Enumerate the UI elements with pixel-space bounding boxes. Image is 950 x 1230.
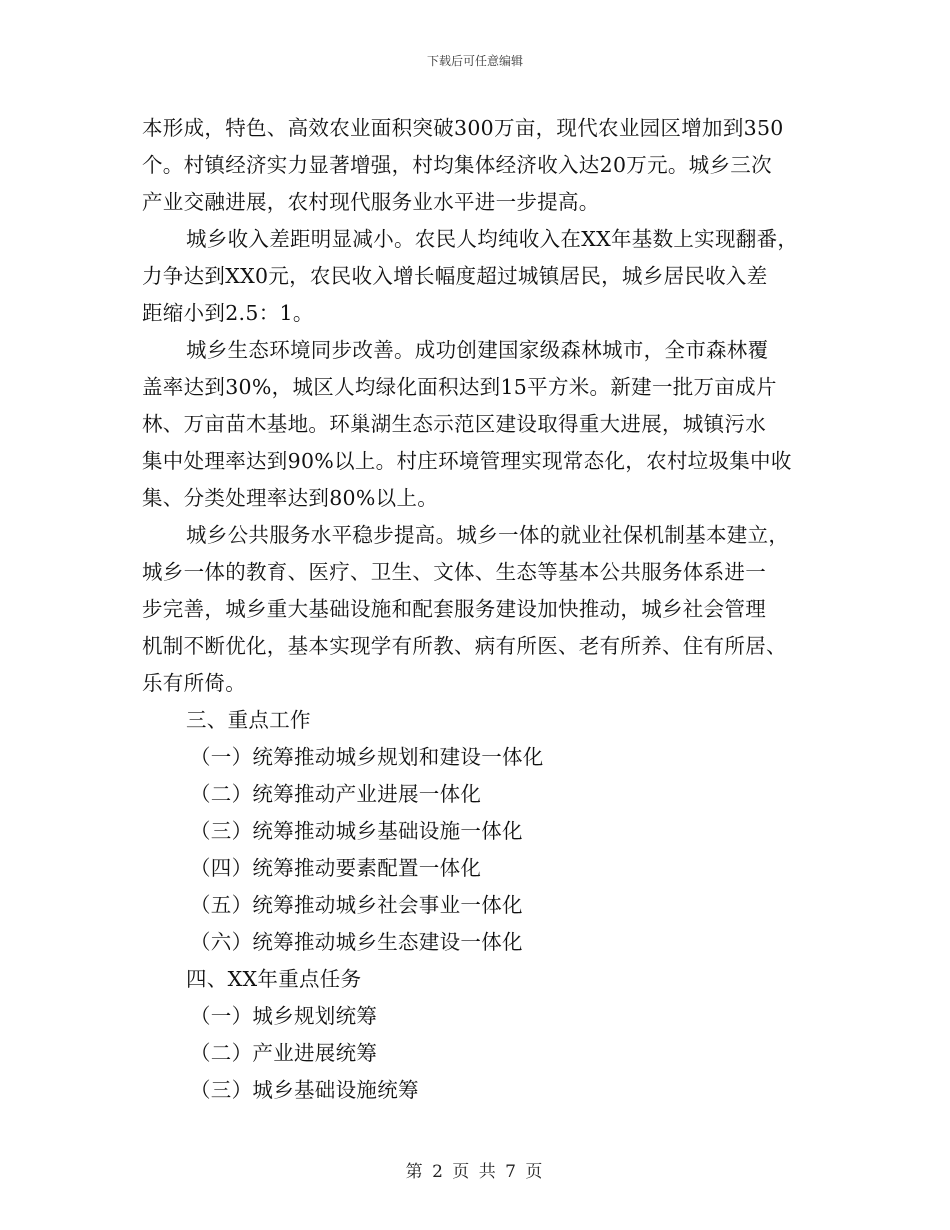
- list-item: （六）统筹推动城乡生态建设一体化: [190, 930, 523, 954]
- text-line: 城乡一体的教育、医疗、卫生、文体、生态等基本公共服务体系进一: [142, 560, 766, 584]
- document-body: [142, 110, 814, 1109]
- text-line: 产业交融进展，农村现代服务业水平进一步提高。: [142, 190, 600, 214]
- text-line: 城乡生态环境同步改善。成功创建国家级森林城市，全市森林覆: [186, 338, 769, 362]
- text-line: 盖率达到30%，城区人均绿化面积达到15平方米。新建一批万亩成片: [142, 375, 777, 399]
- text-line: 乐有所倚。: [142, 671, 246, 695]
- section-heading: 三、重点工作: [186, 708, 311, 732]
- list-item: （三）统筹推动城乡基础设施一体化: [190, 819, 523, 843]
- list-item: （三）城乡基础设施统筹: [190, 1078, 419, 1102]
- paragraph-agriculture: [142, 110, 814, 221]
- list-item: （二）统筹推动产业进展一体化: [190, 782, 482, 806]
- text-line: 林、万亩苗木基地。环巢湖生态示范区建设取得重大进展，城镇污水: [142, 412, 766, 436]
- text-line: 本形成，特色、高效农业面积突破300万亩，现代农业园区增加到350: [142, 116, 784, 140]
- text-line: 城乡收入差距明显减小。农民人均纯收入在XX年基数上实现翻番，: [186, 227, 799, 251]
- text-line: 个。村镇经济实力显著增强，村均集体经济收入达20万元。城乡三次: [142, 153, 772, 177]
- list-item: （一）城乡规划统筹: [190, 1004, 378, 1028]
- text-line: 城乡公共服务水平稳步提高。城乡一体的就业社保机制基本建立，: [186, 523, 790, 547]
- paragraph-public-service: [142, 517, 814, 702]
- text-line: 步完善，城乡重大基础设施和配套服务建设加快推动，城乡社会管理: [142, 597, 766, 621]
- section-key-work: [142, 702, 814, 961]
- text-line: 力争达到XX0元，农民收入增长幅度超过城镇居民，城乡居民收入差: [142, 264, 768, 288]
- list-item: （一）统筹推动城乡规划和建设一体化: [190, 745, 544, 769]
- page-header: 下载后可任意编辑: [426, 54, 523, 68]
- list-item: （四）统筹推动要素配置一体化: [190, 856, 482, 880]
- text-line: 距缩小到2.5：1。: [142, 301, 314, 325]
- section-key-tasks: [142, 961, 814, 1109]
- text-line: 集、分类处理率达到80%以上。: [142, 486, 439, 510]
- paragraph-ecology: [142, 332, 814, 517]
- text-line: 集中处理率达到90%以上。村庄环境管理实现常态化，农村垃圾集中收: [142, 449, 792, 473]
- text-line: 机制不断优化，基本实现学有所教、病有所医、老有所养、住有所居、: [142, 634, 787, 658]
- section-heading: 四、XX年重点任务: [186, 967, 362, 991]
- page-number: 第 2 页 共 7 页: [405, 1162, 545, 1182]
- list-item: （二）产业进展统筹: [190, 1041, 378, 1065]
- list-item: （五）统筹推动城乡社会事业一体化: [190, 893, 523, 917]
- paragraph-income: [142, 221, 814, 332]
